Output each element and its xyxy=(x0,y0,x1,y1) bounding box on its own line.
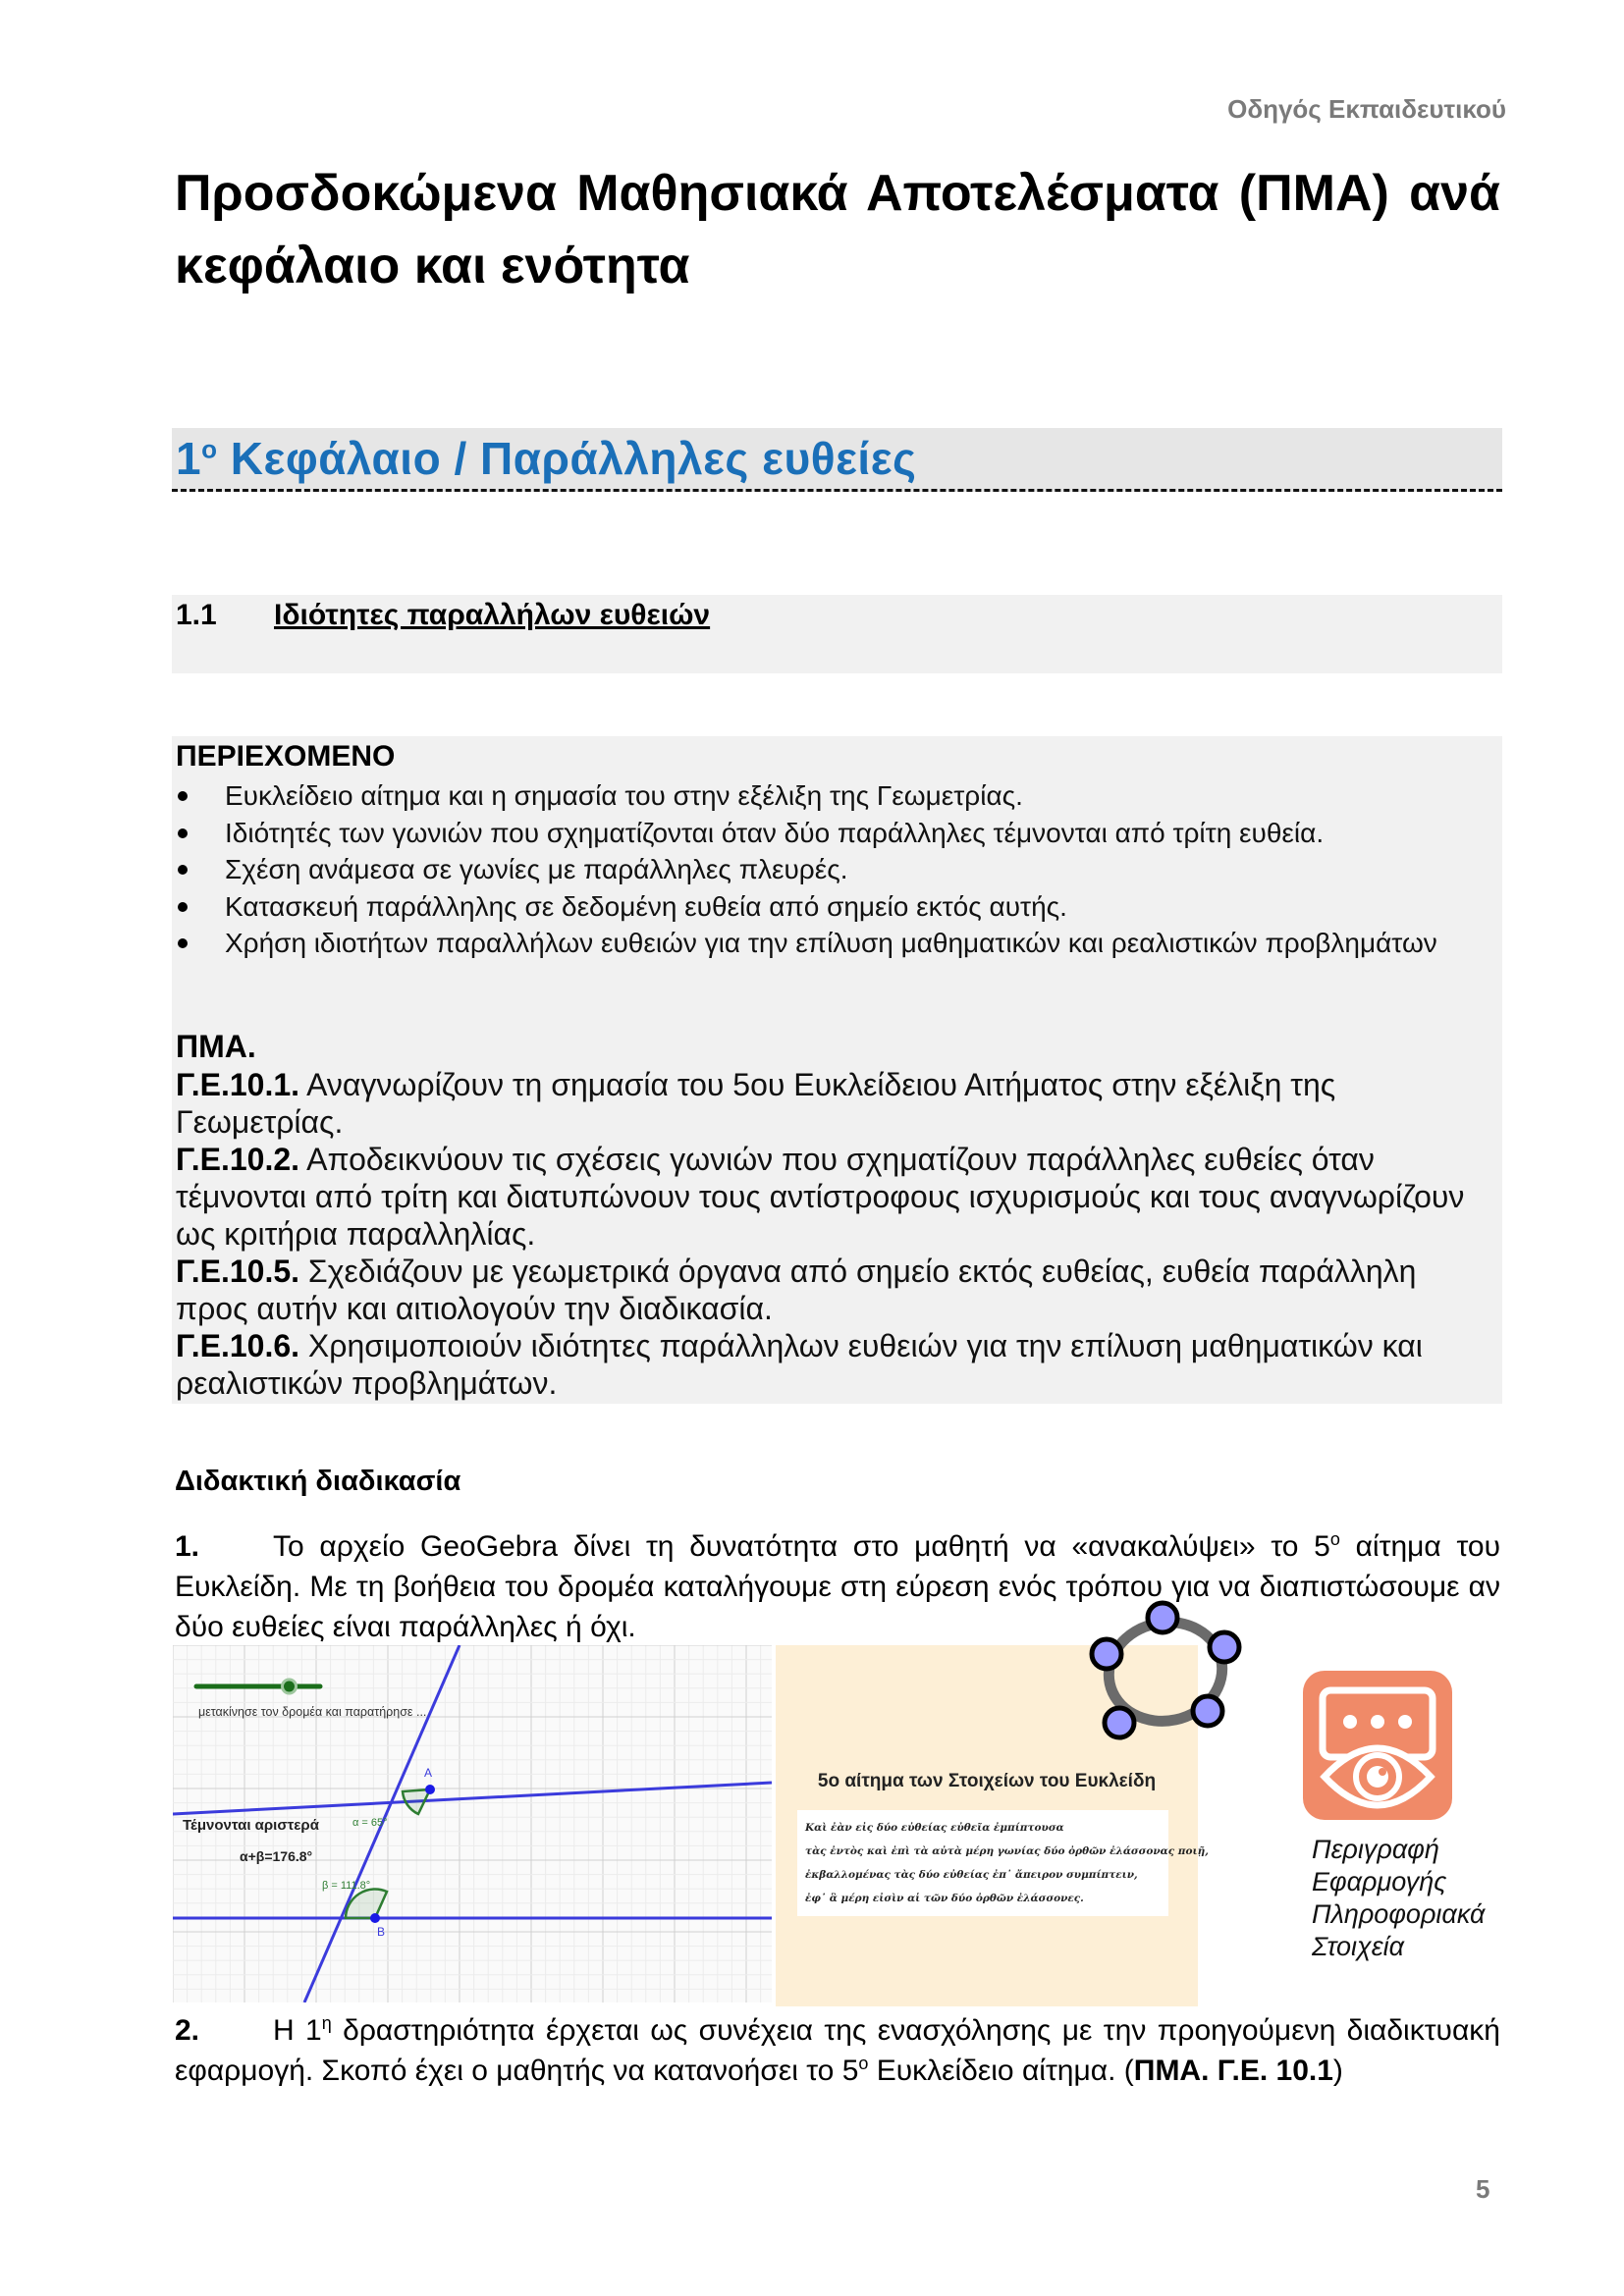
step-text: Ευκλείδειο αίτημα. ( xyxy=(868,2055,1134,2087)
geogebra-logo-icon xyxy=(1082,1595,1249,1742)
euclid-panel-title: 5ο αίτημα των Στοιχείων του Ευκλείδη xyxy=(817,1771,1157,1791)
step-1-paragraph xyxy=(175,1526,1500,1647)
step-text: Το αρχείο GeoGebra δίνει τη δυνατότητα στο μαθητή να «ανακαλύψει» το 5 xyxy=(273,1530,1330,1563)
list-item-text: Σχέση ανάμεσα σε γωνίες με παράλληλες πλευρές. xyxy=(225,854,848,884)
step-text: δραστηριότητα έρχεται ως συνέχεια της ενασχόλησης με την προηγούμενη διαδικτυακή εφαρμογή. Σκοπό έχει ο μαθητής να κατανοήσει το 5 xyxy=(175,2014,1500,2087)
pma-list xyxy=(176,1066,1496,1402)
caption-line: Περιγραφή xyxy=(1312,1835,1439,1864)
point-a[interactable] xyxy=(425,1785,435,1794)
step-text: αίτημα του Ευκλείδη. Με τη βοήθεια του δρομέα καταλήγουμε στη εύρεση ενός τρόπου για να διαπιστώσουμε αν δύο ευθείες είναι παράλληλες ή όχι. xyxy=(175,1530,1500,1643)
pma-reference: ΠΜΑ. Γ.Ε. 10.1 xyxy=(1133,2055,1333,2087)
pma-item xyxy=(176,1253,1496,1327)
section-number: 1.1 xyxy=(176,599,217,631)
bullet-icon xyxy=(178,902,188,912)
angle-sum: α+β=176.8° xyxy=(240,1848,313,1864)
document-title: Προσδοκώμενα Μαθησιακά Αποτελέσματα (ΠΜΑ) ανά κεφάλαιο και ενότητα xyxy=(175,165,1500,294)
pma-code: Γ.Ε.10.2. xyxy=(176,1142,300,1177)
eye-description-icon xyxy=(1303,1671,1452,1820)
step-text: ) xyxy=(1332,2055,1343,2087)
step-2-paragraph xyxy=(175,2010,1500,2091)
slider-caption: μετακίνησε τον δρομέα και παρατήρησε ... xyxy=(198,1705,427,1719)
app-caption xyxy=(1312,1834,1485,1963)
step-number: 2. xyxy=(175,2014,200,2047)
point-b[interactable] xyxy=(370,1913,380,1923)
list-item xyxy=(176,851,1472,888)
section-title: Ιδιότητες παραλλήλων ευθειών xyxy=(274,599,711,631)
guide-label: Οδηγός Εκπαιδευτικού xyxy=(1227,94,1506,124)
list-item-text: Κατασκευή παράλληλης σε δεδομένη ευθεία από σημείο εκτός αυτής. xyxy=(225,890,1067,922)
pma-code: Γ.Ε.10.6. xyxy=(176,1328,300,1363)
list-item-text: Χρήση ιδιοτήτων παραλλήλων ευθειών για την επίλυση μαθηματικών και ρεαλιστικών προβλημάτων xyxy=(225,928,1437,958)
list-item xyxy=(176,815,1472,852)
point-b-label: B xyxy=(377,1925,386,1939)
caption-line: Στοιχεία xyxy=(1312,1932,1405,1961)
euclid-quote-box xyxy=(797,1810,1209,1916)
chapter-header xyxy=(172,428,1502,492)
bullet-icon xyxy=(178,791,188,801)
chapter-ordinal: ο xyxy=(201,434,218,464)
alpha-label: α = 65° xyxy=(352,1817,388,1829)
step-text: Η 1 xyxy=(273,2014,322,2047)
quote-line: τὰς ἐντὸς καὶ ἐπὶ τὰ αὐτὰ μέρη γωνίας δύο ὀρθῶν ἐλάσσονας ποιῇ, xyxy=(805,1845,1209,1857)
geogebra-canvas xyxy=(173,1645,772,2002)
page-number: 5 xyxy=(1476,2174,1490,2204)
pma-code: Γ.Ε.10.5. xyxy=(176,1254,300,1289)
pma-text: Χρησιμοποιούν ιδιότητες παράλληλων ευθειών για την επίλυση μαθηματικών και ρεαλιστικών προβλημάτων. xyxy=(176,1328,1423,1401)
quote-line: ἐφ᾽ ἃ μέρη εἰσὶν αἱ τῶν δύο ὀρθῶν ἐλάσσονες. xyxy=(805,1893,1084,1904)
beta-label: β = 111.8° xyxy=(322,1880,371,1892)
list-item xyxy=(176,777,1472,815)
bullet-icon xyxy=(178,938,188,948)
intersection-status: Τέμνονται αριστερά xyxy=(183,1817,319,1834)
pma-text: Σχεδιάζουν με γεωμετρικά όργανα από σημείο εκτός ευθείας, ευθεία παράλληλη προς αυτήν και αιτιολογούν την διαδικασία. xyxy=(176,1254,1417,1326)
bullet-icon xyxy=(178,828,188,838)
slider-knob[interactable] xyxy=(283,1680,297,1693)
step-number: 1. xyxy=(175,1530,200,1563)
pma-heading: ΠΜΑ. xyxy=(176,1029,256,1064)
geogebra-screenshot xyxy=(173,1645,772,2002)
pma-text: Αναγνωρίζουν τη σημασία του 5ου Ευκλείδειου Αιτήματος στην εξέλιξη της Γεωμετρίας. xyxy=(176,1067,1336,1140)
pma-item xyxy=(176,1066,1496,1141)
didactic-heading: Διδακτική διαδικασία xyxy=(175,1466,461,1497)
pma-item xyxy=(176,1141,1496,1253)
pma-code: Γ.Ε.10.1. xyxy=(176,1067,300,1102)
chapter-title xyxy=(176,432,916,485)
ordinal-sup: ο xyxy=(858,2054,869,2073)
caption-line: Πληροφοριακά xyxy=(1312,1899,1486,1929)
caption-line: Εφαρμογής xyxy=(1312,1867,1447,1896)
content-list xyxy=(176,777,1472,962)
ordinal-sup: ο xyxy=(1329,1529,1340,1549)
pma-item xyxy=(176,1327,1496,1402)
bullet-icon xyxy=(178,865,188,875)
chapter-name: Κεφάλαιο / Παράλληλες ευθείες xyxy=(217,433,917,484)
list-item xyxy=(176,888,1472,926)
pma-text: Αποδεικνύουν τις σχέσεις γωνιών που σχηματίζουν παράλληλες ευθείες όταν τέμνονται από τρίτη και διατυπώνουν τους αντίστροφους ισχυρισμούς και τους αναγνωρίζουν ως κριτήρια παραλληλίας. xyxy=(176,1142,1465,1252)
content-box xyxy=(172,736,1502,1404)
list-item xyxy=(176,925,1472,962)
quote-line: Καὶ ἐὰν εἰς δύο εὐθείας εὐθεῖα ἐμπίπτουσα xyxy=(805,1822,1064,1834)
ordinal-sup: η xyxy=(321,2013,332,2033)
content-heading: ΠΕΡΙΕΧΟΜΕΝΟ xyxy=(176,740,396,773)
list-item-text: Ιδιότητές των γωνιών που σχηματίζονται όταν δύο παράλληλες τέμνονται από τρίτη ευθεία. xyxy=(225,817,1325,848)
section-header xyxy=(172,595,1502,673)
list-item-text: Ευκλείδειο αίτημα και η σημασία του στην εξέλιξη της Γεωμετρίας. xyxy=(225,780,1023,811)
chapter-number: 1 xyxy=(176,433,202,484)
quote-line: ἐκβαλλομένας τὰς δύο εὐθείας ἐπ᾽ ἄπειρον συμπίπτειν, xyxy=(805,1869,1138,1881)
point-a-label: A xyxy=(424,1766,433,1780)
geogebra-logo-graphic xyxy=(1082,1595,1249,1742)
